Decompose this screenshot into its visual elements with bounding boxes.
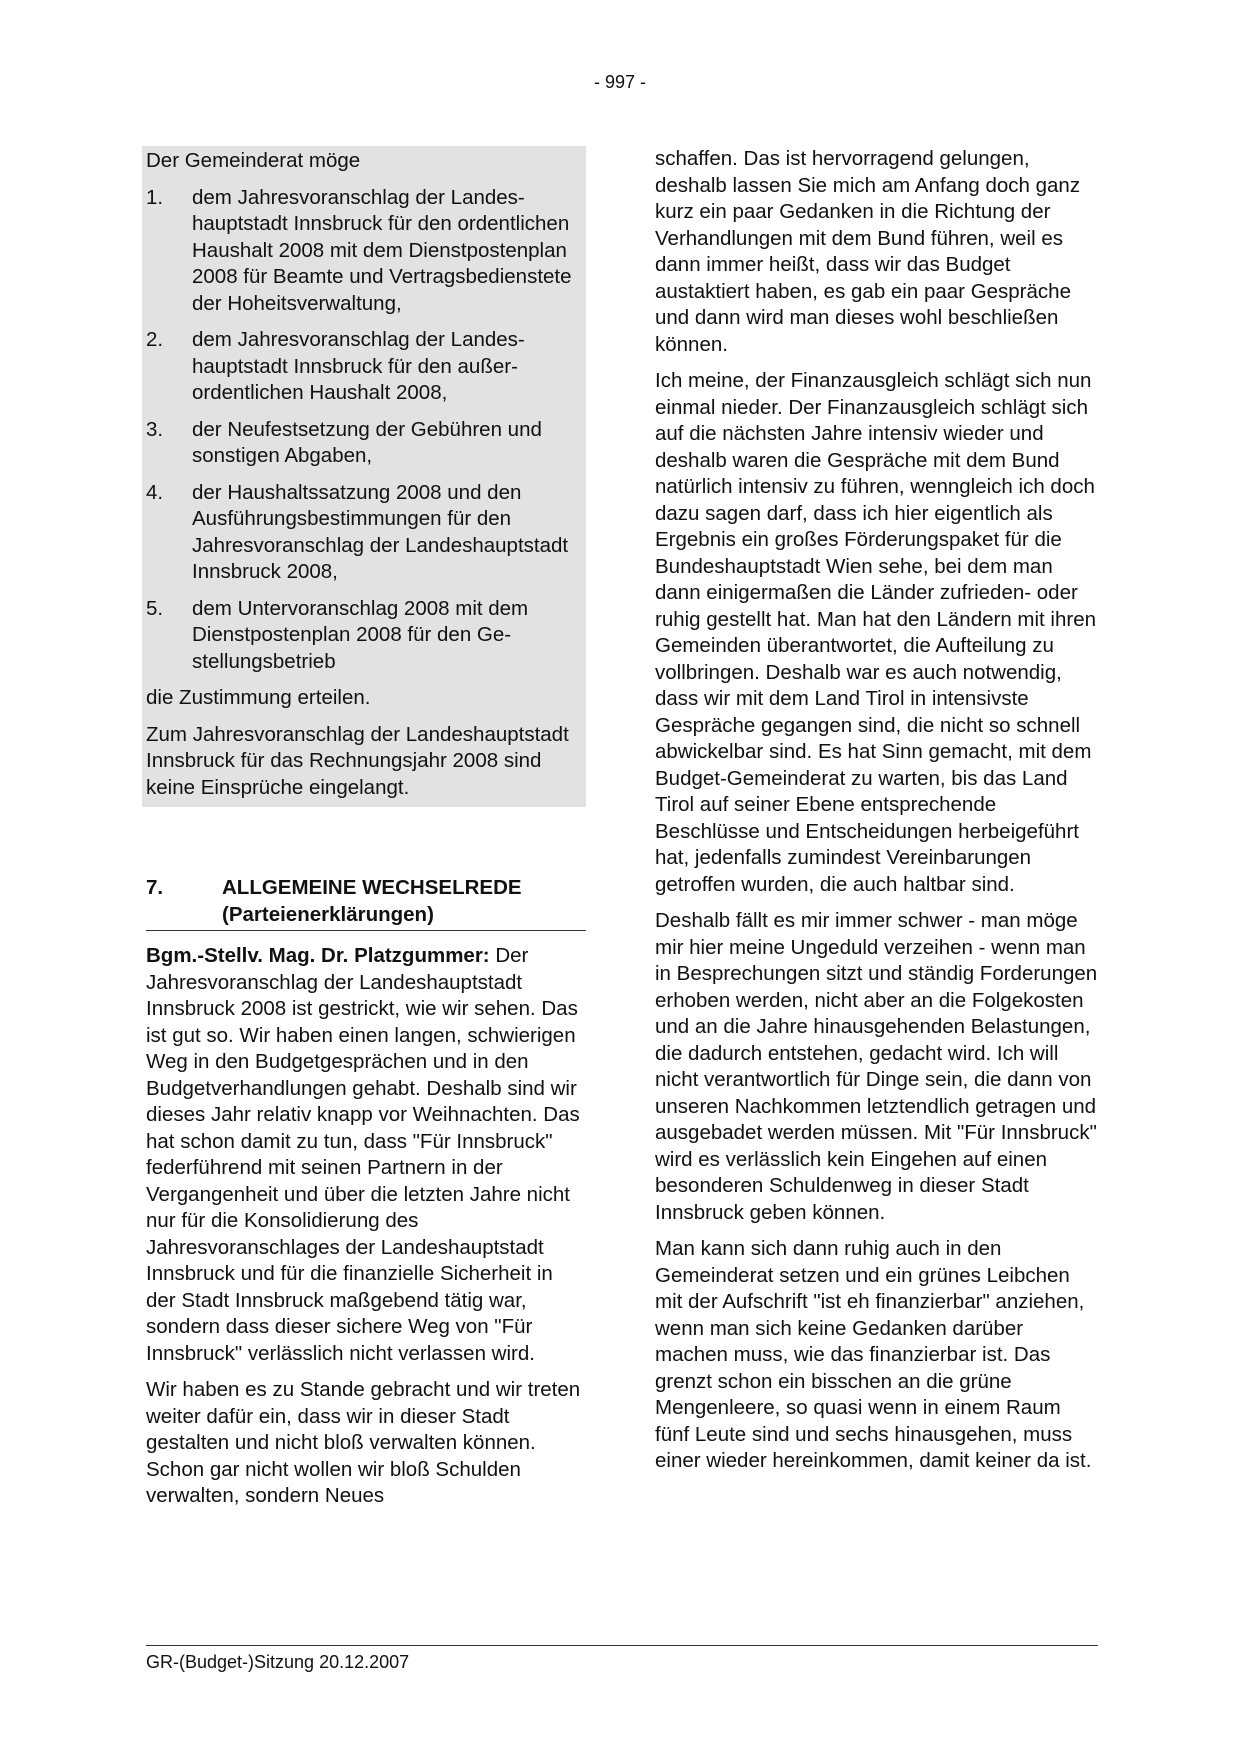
motion-intro: Der Gemeinderat möge <box>146 149 361 172</box>
list-item <box>146 596 582 676</box>
list-item-text: dem Jahresvoranschlag der Landeshauptstadt Innsbruck für den ordentlichen Haushalt 2008 mit dem Dienstpostenplan 2008 für Beamte und Vertragsbedienstete der Hoheitsverwaltung, <box>192 185 572 315</box>
speech-paragraph: schaffen. Das ist hervorragend gelungen, deshalb lassen Sie mich am Anfang doch ganz kurz ein paar Gedanken in die Richtung der Verhandlungen mit dem Bund führen, weil es dann immer heißt, dass wir das Budget austaktiert haben, es gab ein paar Gespräche und dann wird man dieses wohl beschließen können. <box>655 147 1081 356</box>
list-item-number: 3. <box>146 417 164 441</box>
section-number: 7. <box>146 876 164 899</box>
list-item <box>146 480 582 586</box>
speech-paragraph: Man kann sich dann ruhig auch in den Gemeinderat setzen und ein grünes Leibchen mit der Aufschrift "ist eh finanzierbar" anziehen, wenn man sich keine Gedanken darüber machen muss, wie das finanzierbar ist. Das grenzt schon ein bisschen an die grüne Mengenleere, so quasi wenn in einem Raum fünf Leute sind und sechs hinausgehen, muss einer wieder hereinkommen, damit keiner da ist. <box>655 1237 1092 1472</box>
speech-paragraph: Deshalb fällt es mir immer schwer - man möge mir hier meine Ungeduld verzeihen - wenn man in Besprechungen sitzt und ständig Forderungen erhoben werden, nicht aber an die Folgekosten und an die Jahre hinausgehenden Belastungen, die dadurch entstehen, gedacht wird. Ich will nicht verantwortlich für Dinge sein, die dann von unseren Nachkommen letztendlich getragen und ausgebadet werden müssen. Mit "Für Innsbruck" wird es verlässlich kein Eingehen auf einen besonderen Schuldenweg in dieser Stadt Innsbruck geben können. <box>655 909 1098 1224</box>
list-item-text: dem Untervoranschlag 2008 mit dem Dienstpostenplan 2008 für den Gestellungsbetrieb <box>192 596 529 673</box>
speech-paragraph: Wir haben es zu Stande gebracht und wir treten weiter dafür ein, dass wir in dieser Stadt gestalten und nicht bloß verwalten können. Schon gar nicht wollen wir bloß Schulden verwalten, sondern Neues <box>146 1378 581 1507</box>
section-title: ALLGEMEINE WECHSELREDE (Parteienerklärungen) <box>222 876 522 926</box>
speech-paragraph: Ich meine, der Finanzausgleich schlägt sich nun einmal nieder. Der Finanzausgleich schlägt sich auf die nächsten Jahre intensiv wieder und deshalb waren die Gespräche mit dem Bund natürlich intensiv zu führen, wenngleich ich doch dazu sagen darf, dass ich hier eigentlich als Ergebnis ein großes Förderungspaket für die Bundeshauptstadt Wien sehe, bei dem man dann einigermaßen die Länder zufrieden- oder ruhig gestellt hat. Man hat den Ländern mit ihren Gemeinden überantwortet, die Aufteilung zu vollbringen. Deshalb war es auch notwendig, dass wir mit dem Land Tirol in intensivste Gespräche gegangen sind, die nicht so schnell abwickelbar sind. Es hat Sinn gemacht, mit dem Budget-Gemeinderat zu warten, bis das Land Tirol auf seiner Ebene entsprechende Beschlüsse und Entscheidungen herbeigeführt hat, jedenfalls zumindest Vereinbarungen getroffen wurden, die auch haltbar sind. <box>655 369 1097 896</box>
footer: GR-(Budget-)Sitzung 20.12.2007 <box>146 1652 410 1672</box>
speaker-name: Bgm.-Stellv. Mag. Dr. Platzgummer: <box>146 944 490 967</box>
motion-closing: die Zustimmung erteilen. <box>146 686 371 709</box>
motion-note: Zum Jahresvoranschlag der Landeshauptstadt Innsbruck für das Rechnungsjahr 2008 sind keine Einsprüche eingelangt. <box>146 722 569 799</box>
motion-list <box>146 185 582 676</box>
list-item <box>146 417 582 470</box>
page-number: - 997 - <box>593 72 647 92</box>
left-column <box>146 146 586 1520</box>
footer-divider <box>146 1645 1098 1646</box>
list-item-number: 2. <box>146 328 164 351</box>
list-item-number: 4. <box>146 480 164 504</box>
list-item <box>146 185 582 318</box>
section-heading <box>146 875 586 931</box>
right-column <box>655 146 1100 1485</box>
list-item-number: 1. <box>146 185 164 209</box>
list-item-text: der Neufestsetzung der Gebühren und sonstigen Abgaben, <box>192 417 542 467</box>
list-item-text: dem Jahresvoranschlag der Landeshauptstadt Innsbruck für den außerordentlichen Haushalt 2008, <box>192 328 525 404</box>
speech-text: Der Jahresvoranschlag der Landeshauptstadt Innsbruck 2008 ist gestrickt, wie wir sehen. Das ist gut so. Wir haben einen langen, schwierigen Weg in den Budgetgesprächen und in den Budgetverhandlungen gehabt. Deshalb sind wir dieses Jahr relativ knapp vor Weihnachten. Das hat schon damit zu tun, dass "Für Innsbruck" federführend mit seinen Partnern in der Vergangenheit und über die letzten Jahre nicht nur für die Konsolidierung des Jahresvoranschlages der Landeshauptstadt Innsbruck und für die finanzielle Sicherheit in der Stadt Innsbruck maßgebend tätig war, sondern dass dieser sichere Weg von "Für Innsbruck" verlässlich nicht verlassen wird. <box>146 944 580 1365</box>
motion-box <box>142 146 586 807</box>
speech-paragraph <box>146 943 586 1367</box>
list-item <box>146 327 582 407</box>
list-item-number: 5. <box>146 596 164 620</box>
speech-left <box>146 943 586 1510</box>
list-item-text: der Haushaltssatzung 2008 und den Ausführungsbestimmungen für den Jahresvoranschlag der Landeshauptstadt Innsbruck 2008, <box>192 480 569 583</box>
